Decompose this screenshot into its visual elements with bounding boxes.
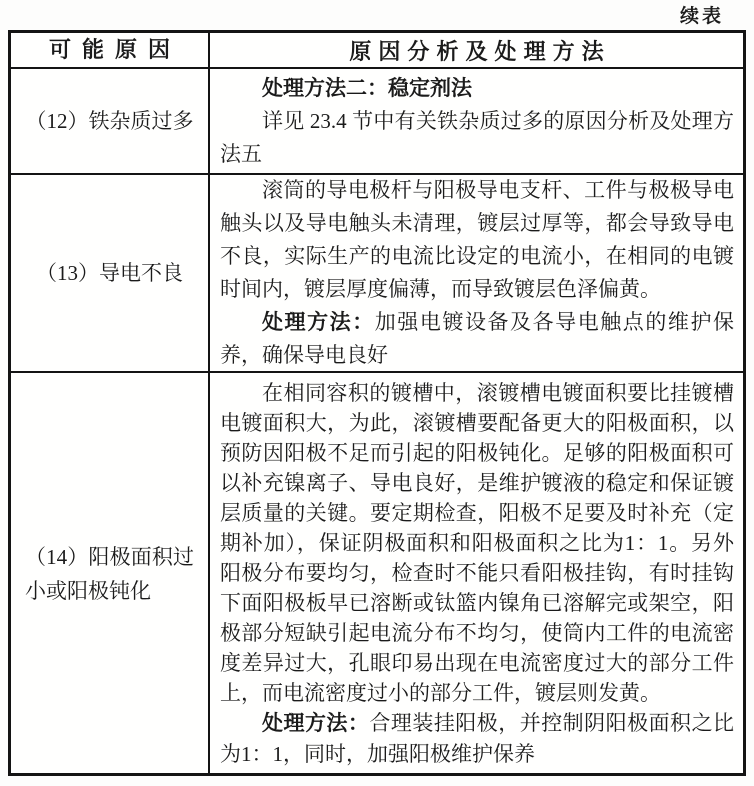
table-row-iron-impurity — [11, 69, 743, 175]
continued-table-label: 续表 — [679, 6, 724, 27]
analysis-body-paragraph — [220, 174, 734, 306]
troubleshooting-table — [8, 30, 746, 776]
cause-label: （12）铁杂质过多 — [25, 109, 194, 133]
analysis-cell-anode-area — [210, 373, 743, 774]
method-paragraph — [220, 306, 734, 372]
header-cell-analysis — [210, 33, 743, 67]
analysis-cell-poor-conduction — [210, 175, 743, 371]
method-text: 加强电镀设备及各导电触点的维护保养，确保导电良好 — [220, 310, 734, 367]
analysis-body-paragraph — [220, 378, 734, 708]
method-text: 合理装挂阳极，并控制阴阳极面积之比为1：1，同时，加强阳极维护保养 — [220, 711, 735, 766]
method-detail-paragraph — [220, 105, 734, 171]
method-paragraph — [220, 708, 734, 769]
table-header-row — [11, 33, 743, 69]
cause-label: （13）导电不良 — [36, 261, 183, 285]
method-label: 处理方法： — [262, 712, 370, 735]
header-cause-label: 可能原因 — [48, 37, 181, 62]
table-row-anode-area — [11, 373, 743, 774]
cause-cell-poor-conduction — [11, 175, 210, 371]
cause-label: （14）阳极面积过小或阳极钝化 — [25, 544, 194, 603]
header-analysis-label: 原因分析及处理方法 — [349, 38, 611, 64]
analysis-cell-iron-impurity — [210, 69, 743, 173]
analysis-body-text: 在相同容积的镀槽中，滚镀槽电镀面积要比挂镀槽电镀面积大，为此，滚镀槽要配备更大的阳极面积，以预防因阳极不足而引起的阳极钝化。足够的阳极面积可以补充镍离子、导电良好，是维护镀液的稳定和保证镀层质量的关键。要定期检查，阳极不足要及时补充（定期补加），保证阴极面积和阳极面积之比为1：1。另外阳极分布要均匀，检查时不能只看阳极挂钩，有时挂钩下面阳极板早已溶断或钛篮内镍角已溶解完或架空，阳极部分短缺引起电流分布不均匀，使筒内工件的电流密度差异过大，孔眼印易出现在电流密度过大的部分工件上，而电流密度过小的部分工件，镀层则发黄。 — [220, 381, 734, 705]
method-title-paragraph — [220, 72, 734, 105]
method-label: 处理方法： — [262, 311, 375, 334]
header-cell-cause — [11, 33, 210, 67]
cause-cell-anode-area — [11, 373, 210, 774]
method-title-text: 处理方法二：稳定剂法 — [262, 76, 472, 100]
method-detail-text: 详见 23.4 节中有关铁杂质过多的原因分析及处理方法五 — [220, 108, 734, 166]
analysis-body-text: 滚筒的导电极杆与阳极导电支杆、工件与极极导电触头以及导电触头未清理，镀层过厚等，都会导致导电不良，实际生产的电流比设定的电流小，在相同的电镀时间内，镀层厚度偏薄，而导致镀层色泽偏黄。 — [220, 178, 734, 301]
table-row-poor-conduction — [11, 175, 743, 373]
cause-cell-iron-impurity — [11, 69, 210, 173]
